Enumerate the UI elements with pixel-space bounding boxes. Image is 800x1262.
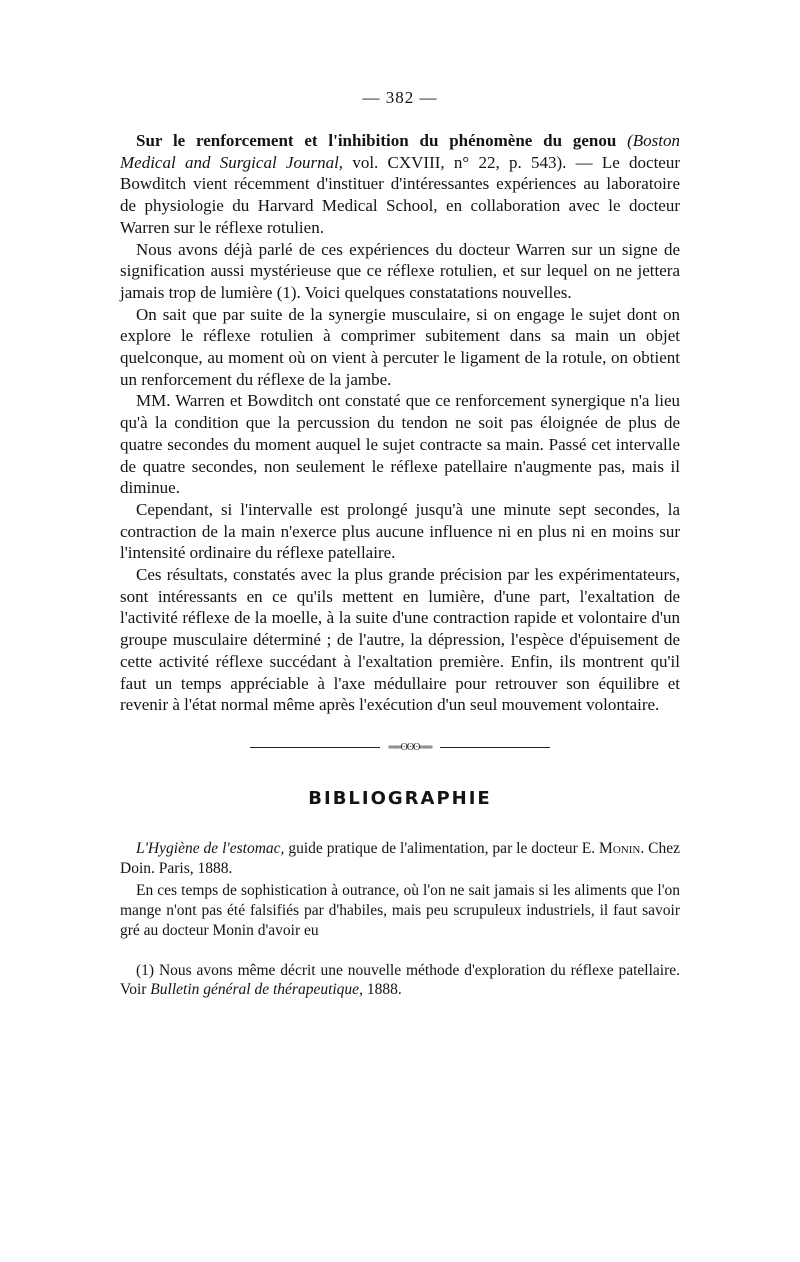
divider-line-left <box>250 747 380 749</box>
bibliography-entry <box>120 839 680 879</box>
article-paragraph: On sait que par suite de la synergie musculaire, si on engage le sujet dont on explore le réflexe rotulien à comprimer subitement dans sa main un objet quelconque, au moment où on vient à percuter le ligament de la rotule, on obtient un renforcement du réflexe de la jambe. <box>120 304 680 389</box>
article-lead-paragraph <box>120 130 680 239</box>
article-body <box>120 130 680 716</box>
journal-name: (Boston Medical and Surgical Journal, <box>120 131 681 172</box>
bibliography-paragraph: En ces temps de sophistication à outrance, où l'on ne sait jamais si les aliments que l'on mange n'ont pas été falsifiés par d'habiles, mais peu scrupuleux industriels, il faut savoir gré au docteur Monin d'avoir eu <box>120 881 680 939</box>
footnote <box>120 961 680 999</box>
article-paragraph: MM. Warren et Bowditch ont constaté que ce renforcement synergique n'a lieu qu'à la condition que la percussion du tendon ne soit pas éloignée de plus de quatre secondes du moment auquel le sujet contracte sa main. Passé cet intervalle de quatre secondes, non seulement le réflexe patellaire n'augmente pas, mais il diminue. <box>120 391 680 498</box>
book-author: E. Monin. <box>581 839 645 857</box>
footnote-year: 1888. <box>366 980 402 998</box>
book-description: guide pratique de l'alimentation, par le docteur <box>288 839 578 857</box>
page-number: — 382 — <box>362 88 438 107</box>
section-divider <box>250 742 550 754</box>
book-title: L'Hygiène de l'estomac, <box>136 839 285 857</box>
footnote-body: (1) Nous avons même décrit une nouvelle méthode d'exploration du réflexe patellaire. Voir <box>120 961 680 998</box>
footnote-reference: Bulletin général de thérapeutique, <box>150 980 363 998</box>
bibliography-section <box>120 839 680 941</box>
divider-line-right <box>440 747 550 749</box>
article-paragraph: Nous avons déjà parlé de ces expériences du docteur Warren sur un signe de signification aussi mystérieuse que ce réflexe rotulien, et sur lequel on ne jettera jamais trop de lumière (1). Voici quelques constatations nouvelles. <box>120 239 680 302</box>
book-publisher: Chez Doin. Paris, 1888. <box>120 839 681 877</box>
article-paragraph: Ces résultats, constatés avec la plus grande précision par les expérimentateurs, sont intéressants en ce qu'ils mettent en lumière, d'une part, l'exaltation de l'activité réflexe de la moelle, à la suite d'une contraction rapide et volontaire d'un groupe musculaire déterminé ; de l'autre, la dépression, l'espèce d'épuisement de cette activité réflexe succédant à l'exaltation première. Enfin, ils montrent qu'il faut un temps appréciable à l'axe médullaire pour retrouver son équilibre et revenir à l'état normal même après l'exécution d'un seul mouvement volontaire. <box>120 565 680 715</box>
article-title: Sur le renforcement et l'inhibition du phénomène du genou <box>136 131 617 150</box>
document-page <box>120 88 680 999</box>
divider-ornament: ══ʘʘʘ══ <box>388 741 432 753</box>
section-title: BIBLIOGRAPHIE <box>308 787 492 809</box>
article-paragraph: Cependant, si l'intervalle est prolongé jusqu'à une minute sept secondes, la contraction de la main n'exerce plus aucune influence ni en plus ni en moins sur l'intensité ordinaire du réflexe patellaire. <box>120 499 680 563</box>
article-citation-text: vol. CXVIII, n° 22, p. 543). — Le docteur Bowditch vient récemment d'instituer d'intéressantes expériences au laboratoire de physiologie du Harvard Medical School, en collaboration avec le docteur Warren sur le réflexe rotulien. <box>120 152 681 237</box>
footnote-text <box>120 961 680 999</box>
